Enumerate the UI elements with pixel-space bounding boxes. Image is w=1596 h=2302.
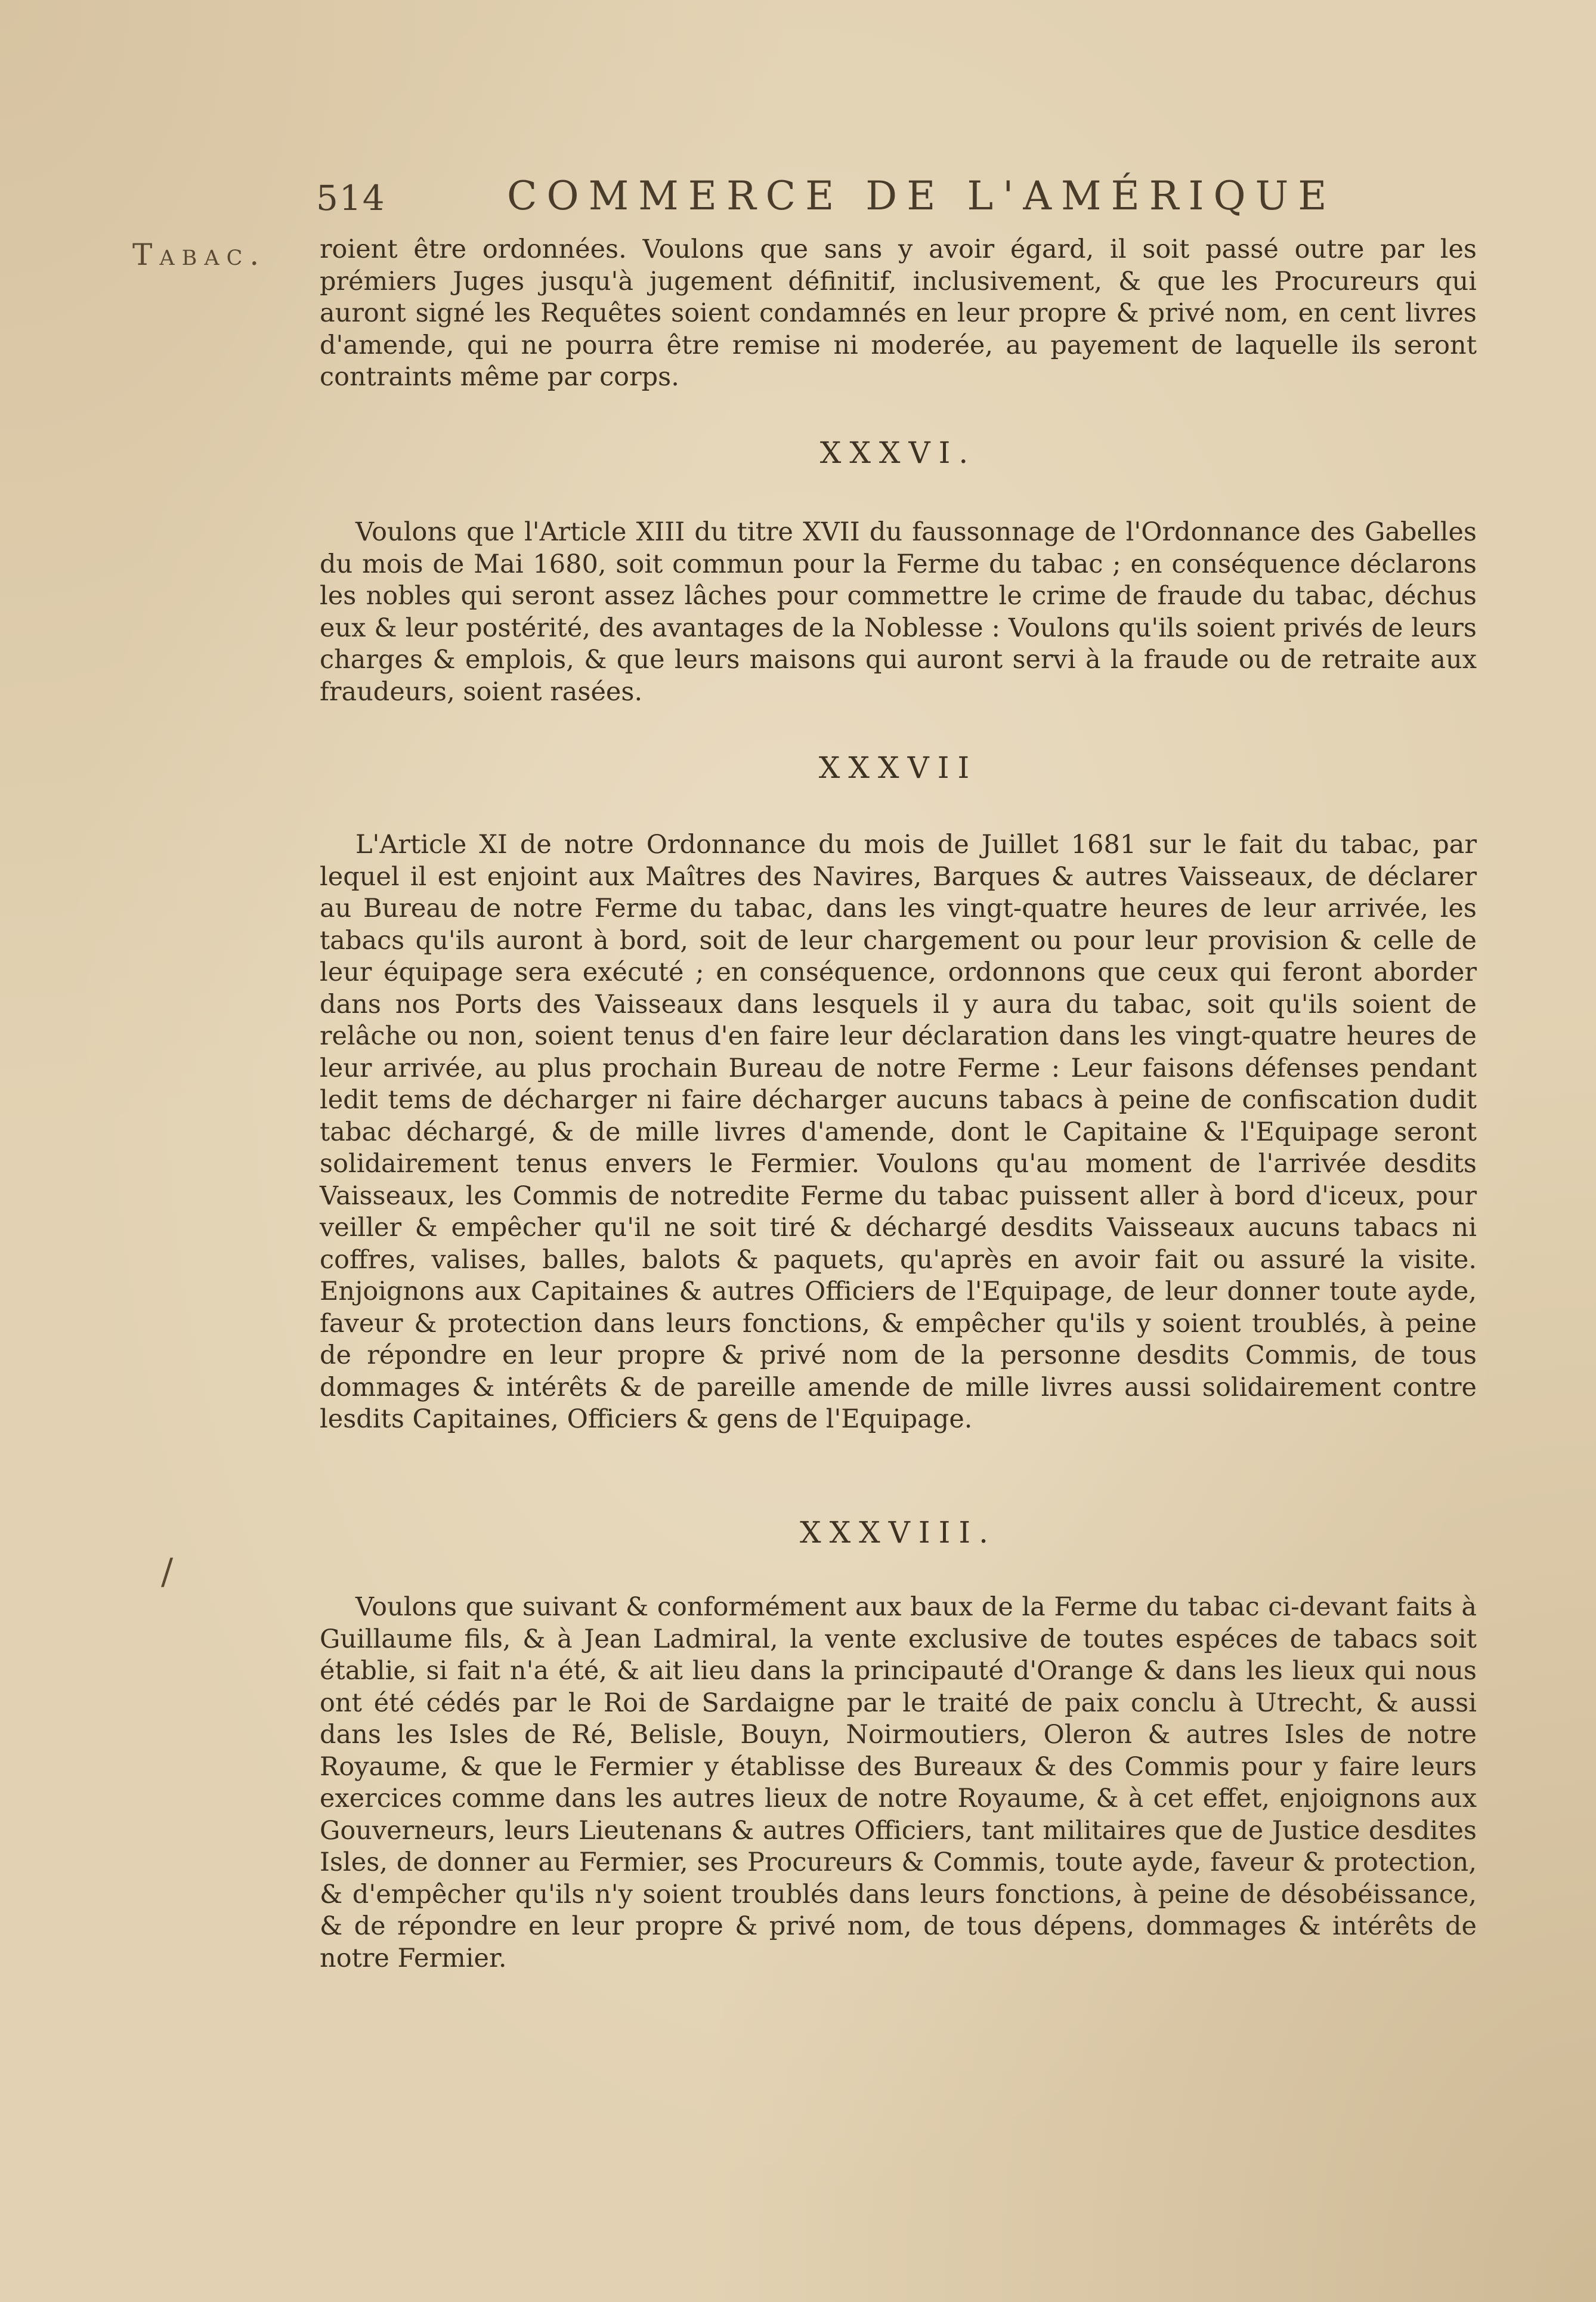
opening-paragraph: roient être ordonnées. Voulons que sans y avoir égard, il soit passé outre par les prémiers Juges jusqu'à jugement définitif, inclusivement, & que les Procureurs qui auront signé les Requêtes soient condamnés en leur propre & privé nom, en cent livres d'amende, qui ne pourra être remise ni moderée, au payement de laquelle ils seront contraints même par corps. <box>320 234 1477 392</box>
article-text-37 <box>320 829 1477 1436</box>
margin-note: Tabac. <box>132 237 267 272</box>
article-heading-38: XXXVIII. <box>799 1515 997 1550</box>
article-paragraph: L'Article XI de notre Ordonnance du mois de Juillet 1681 sur le fait du tabac, par lequel il est enjoint aux Maîtres des Navires, Barques & autres Vaisseaux, de déclarer au Bureau de notre Ferme du tabac, dans les vingt-quatre heures de leur arrivée, les tabacs qu'ils auront à bord, soit de leur chargement ou pour leur provision & celle de leur équipage sera exécuté ; en conséquence, ordonnons que ceux qui feront aborder dans nos Ports des Vaisseaux dans lesquels il y aura du tabac, soit qu'ils soient de relâche ou non, soient tenus d'en faire leur déclaration dans les vingt-quatre heures de leur arrivée, au plus prochain Bureau de notre Ferme : Leur faisons défenses pendant ledit tems de décharger ni faire décharger aucuns tabacs à peine de confiscation dudit tabac déchargé, & de mille livres d'amende, dont le Capitaine & l'Equipage seront solidairement tenus envers le Fermier. Voulons qu'au moment de l'arrivée desdits Vaisseaux, les Commis de notredite Ferme du tabac puissent aller à bord d'iceux, pour veiller & empêcher qu'il ne soit tiré & déchargé desdits Vaisseaux aucuns tabacs ni coffres, valises, balles, balots & paquets, qu'après en avoir fait ou assuré la visite. Enjoignons aux Capitaines & autres Officiers de l'Equipage, de leur donner toute ayde, faveur & protection dans leurs fonctions, & empêcher qu'ils y soient troublés, à peine de répondre en leur propre & privé nom de la personne desdits Commis, de tous dommages & intérêts & de pareille amende de mille livres aussi solidairement contre lesdits Capitaines, Officiers & gens de l'Equipage. <box>320 830 1477 1434</box>
article-paragraph: Voulons que suivant & conformément aux baux de la Ferme du tabac ci-devant faits à Guillaume fils, & à Jean Ladmiral, la vente exclusive de toutes espéces de tabacs soit établie, si fait n'a été, & ait lieu dans la principauté d'Orange & dans les lieux qui nous ont été cédés par le Roi de Sardaigne par le traité de paix conclu à Utrecht, & aussi dans les Isles de Ré, Belisle, Bouyn, Noirmoutiers, Oleron & autres Isles de notre Royaume, & que le Fermier y établisse des Bureaux & des Commis pour y faire leurs exercices comme dans les autres lieux de notre Royaume, & à cet effet, enjoignons aux Gouverneurs, leurs Lieutenans & autres Officiers, tant militaires que de Justice desdites Isles, de donner au Fermier, ses Procureurs & Commis, toute ayde, faveur & protection, & d'empêcher qu'ils n'y soient troublés dans leurs fonctions, à peine de désobéissance, & de répondre en leur propre & privé nom, de tous dépens, dommages & intérêts de notre Fermier. <box>320 1592 1477 1973</box>
article-heading-36: XXXVI. <box>819 435 977 470</box>
article-text-38 <box>320 1592 1477 1975</box>
margin-mark: / <box>161 1551 174 1593</box>
article-text-36 <box>320 517 1477 708</box>
article-heading-37: XXXVII <box>818 750 978 785</box>
opening-paragraph-block <box>320 234 1477 394</box>
article-paragraph: Voulons que l'Article XIII du titre XVII du faussonnage de l'Ordonnance des Gabelles du mois de Mai 1680, soit commun pour la Ferme du tabac ; en conséquence déclarons les nobles qui seront assez lâches pour commettre le crime de fraude du tabac, déchus eux & leur postérité, des avantages de la Noblesse : Voulons qu'ils soient privés de leurs charges & emplois, & que leurs maisons qui auront servi à la fraude ou de retraite aux fraudeurs, soient rasées. <box>320 517 1477 707</box>
running-head <box>316 166 1337 225</box>
running-title: COMMERCE DE L'AMÉRIQUE <box>507 173 1337 219</box>
page-number: 514 <box>316 178 386 218</box>
